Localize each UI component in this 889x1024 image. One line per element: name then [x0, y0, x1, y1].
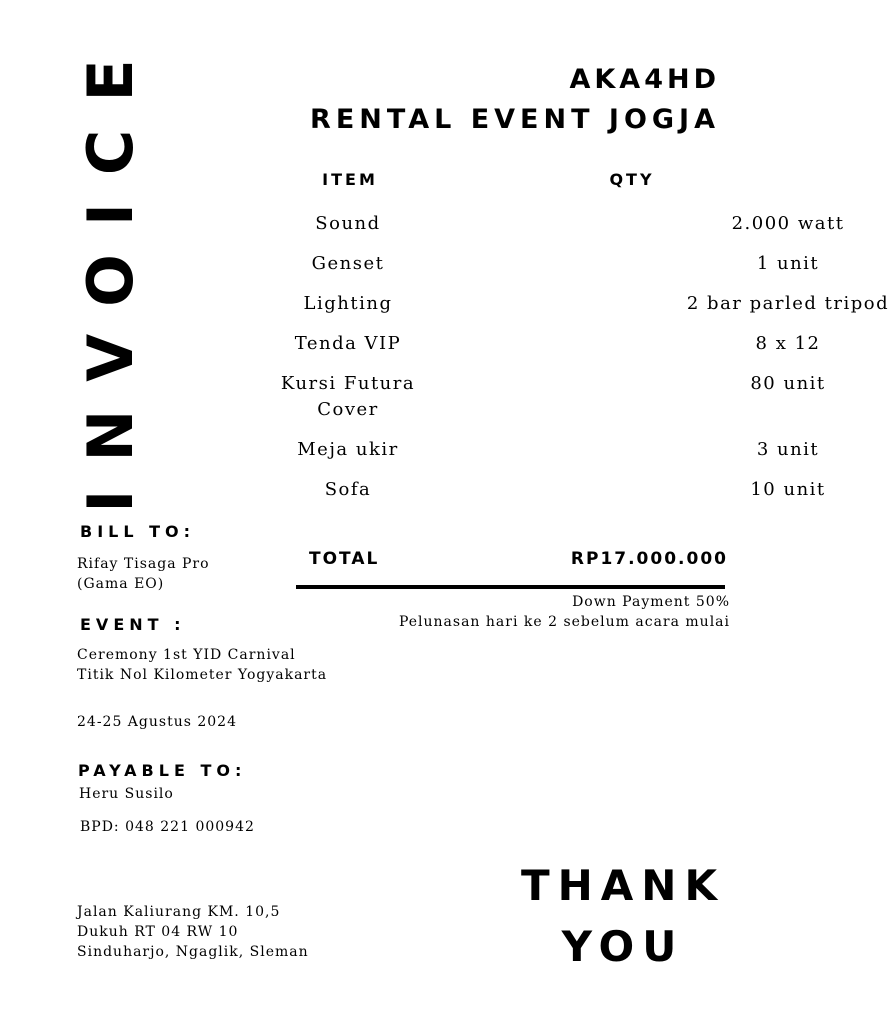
- table-row: [270, 251, 820, 277]
- items-table: [270, 211, 889, 517]
- address-line: Sinduharjo, Ngaglik, Sleman: [77, 944, 309, 960]
- total-value: RP17.000.000: [570, 549, 728, 569]
- table-row: [270, 371, 826, 423]
- table-row: [270, 291, 889, 317]
- bill-to-org: (Gama EO): [77, 576, 165, 592]
- address-line: Dukuh RT 04 RW 10: [77, 924, 239, 940]
- bill-to-details: [77, 554, 210, 594]
- item-qty: 2 bar parled tripod: [686, 293, 889, 314]
- bank-account: BPD: 048 221 000942: [80, 819, 255, 835]
- item-name: Lighting: [303, 293, 393, 314]
- event-date: 24-25 Agustus 2024: [77, 714, 237, 730]
- thank-text: THANK: [520, 861, 726, 910]
- bill-to-label: BILL TO:: [80, 522, 196, 541]
- down-payment-text: Down Payment 50%: [572, 594, 730, 610]
- you-text: YOU: [561, 922, 685, 971]
- invoice-title: INVOICE: [74, 31, 147, 513]
- item-qty: 1 unit: [756, 253, 820, 274]
- qty-column-header: QTY: [609, 170, 655, 189]
- item-qty: 2.000 watt: [731, 213, 845, 234]
- item-name: Meja ukir: [297, 439, 399, 460]
- item-qty: 8 x 12: [755, 333, 821, 354]
- item-name: Sofa: [324, 479, 372, 500]
- table-row: [270, 477, 826, 503]
- event-name: Ceremony 1st YID Carnival: [77, 647, 296, 663]
- company-subtitle: RENTAL EVENT JOGJA: [310, 104, 720, 135]
- total-divider: [296, 585, 725, 589]
- item-column-header: ITEM: [322, 170, 378, 189]
- table-row: [270, 437, 820, 463]
- event-location: Titik Nol Kilometer Yogyakarta: [77, 667, 328, 683]
- total-label: TOTAL: [309, 549, 380, 569]
- item-name: Genset: [311, 253, 385, 274]
- address: [77, 902, 309, 962]
- address-line: Jalan Kaliurang KM. 10,5: [77, 904, 281, 920]
- item-qty: 80 unit: [750, 373, 826, 394]
- item-name: Sound: [315, 213, 381, 234]
- item-qty: 3 unit: [756, 439, 820, 460]
- event-label: EVENT :: [80, 615, 186, 634]
- table-row: [270, 211, 845, 237]
- company-name: AKA4HD: [569, 64, 720, 95]
- item-qty: 10 unit: [750, 479, 826, 500]
- event-details: [77, 645, 327, 685]
- table-row: [270, 331, 821, 357]
- settlement-text: Pelunasan hari ke 2 sebelum acara mulai: [398, 614, 730, 630]
- payable-to-name: Heru Susilo: [79, 786, 174, 802]
- bill-to-name: Rifay Tisaga Pro: [77, 556, 210, 572]
- item-name: Tenda VIP: [294, 333, 402, 354]
- payment-note: [399, 592, 730, 632]
- payable-to-label: PAYABLE TO:: [78, 761, 247, 780]
- item-name: Kursi Futura Cover: [280, 373, 416, 420]
